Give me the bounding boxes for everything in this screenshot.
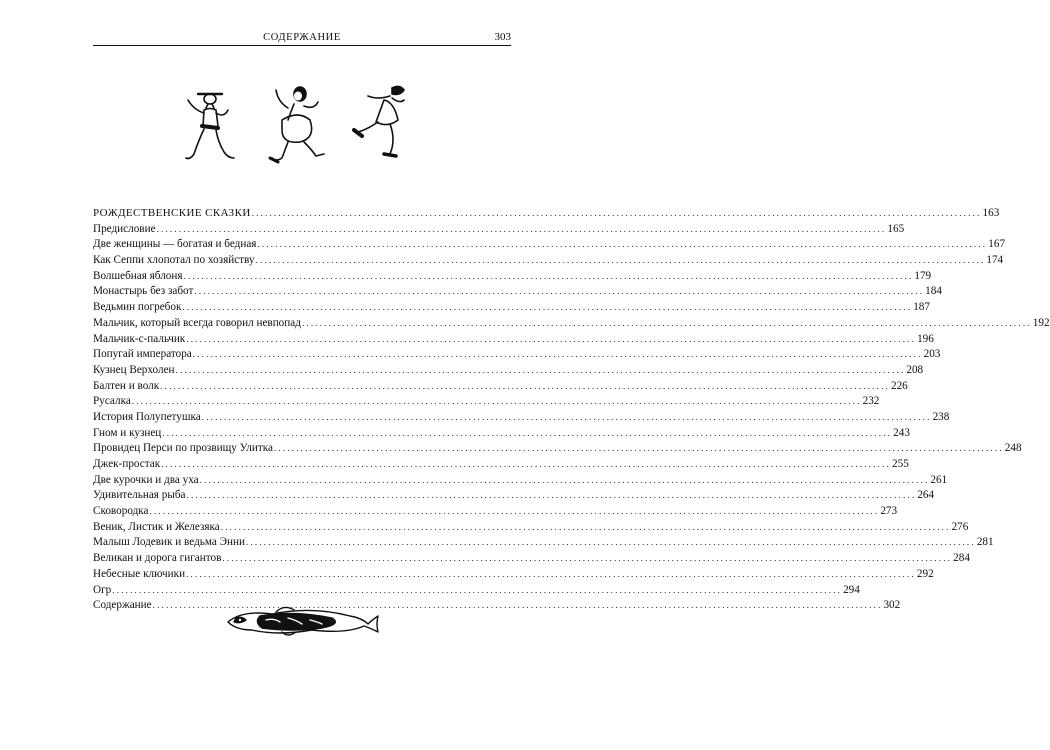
toc-entry[interactable] <box>93 535 994 551</box>
dot-leader: .................................................................................................................................................................... <box>222 553 953 564</box>
toc-entry-title: Джек-простак <box>93 458 161 470</box>
toc-entry-title: Кузнец Верхолен <box>93 363 175 376</box>
dot-leader: .................................................................................................................................................................... <box>255 255 986 266</box>
dot-leader: .................................................................................................................................................................... <box>152 600 883 611</box>
toc-entry-title: Ведьмин погребок <box>93 301 182 314</box>
dot-leader: .................................................................................................................................................................... <box>257 239 988 250</box>
toc-entry-page: 264 <box>917 489 935 502</box>
dot-leader: .................................................................................................................................................................... <box>199 474 930 485</box>
toc-entry[interactable] <box>93 394 880 410</box>
toc-entry-page: 248 <box>1004 442 1022 455</box>
toc-entry-title: Великан и дорога гигантов <box>93 552 222 565</box>
dot-leader: .................................................................................................................................................................... <box>251 208 982 218</box>
dot-leader: .................................................................................................................................................................... <box>156 223 887 234</box>
toc-entry[interactable] <box>93 583 860 599</box>
dot-leader: .................................................................................................................................................................... <box>273 443 1004 454</box>
dot-leader: .................................................................................................................................................................... <box>201 411 932 422</box>
dot-leader: .................................................................................................................................................................... <box>246 537 976 548</box>
toc-entry[interactable] <box>93 300 930 316</box>
dot-leader: .................................................................................................................................................................... <box>162 427 893 438</box>
toc-entry[interactable] <box>93 316 1050 332</box>
dot-leader: .................................................................................................................................................................... <box>175 364 906 375</box>
dot-leader: .................................................................................................................................................................... <box>161 459 891 469</box>
toc-entry-title: Две курочки и два уха <box>93 473 199 486</box>
toc-entry-title: Русалка <box>93 395 131 408</box>
toc-entry-title: Волшебная яблоня <box>93 269 183 282</box>
running-title: СОДЕРЖАНИЕ <box>263 32 341 43</box>
toc-entry-title: Удивительная рыба <box>93 489 186 502</box>
toc-entry[interactable] <box>93 410 950 426</box>
toc-entry-page: 174 <box>986 254 1004 267</box>
toc-entry[interactable] <box>93 332 934 348</box>
dot-leader: .................................................................................................................................................................... <box>183 270 914 281</box>
toc-entry[interactable] <box>93 284 942 300</box>
toc-entry-page: 281 <box>976 536 994 549</box>
dancer-right-icon <box>354 86 404 156</box>
toc-entry-page: 294 <box>843 583 860 596</box>
toc-entry[interactable] <box>93 441 1022 457</box>
toc-entry-title: Веник, Листик и Железяка <box>93 520 220 533</box>
toc-entry-title: Мальчик, который всегда говорил невпопад <box>93 316 301 329</box>
toc-entry-page: 184 <box>925 285 942 298</box>
toc-entry[interactable] <box>93 426 910 442</box>
toc-entry-page: 238 <box>932 410 950 423</box>
dot-leader: .................................................................................................................................................................... <box>149 506 880 517</box>
toc-entry-page: 163 <box>982 207 1000 219</box>
toc-entry-title: Монастырь без забот <box>93 285 194 298</box>
header-rule <box>93 45 511 46</box>
toc-entry[interactable] <box>93 457 909 473</box>
dot-leader: .................................................................................................................................................................... <box>186 490 917 501</box>
toc-entry-page: 179 <box>914 269 932 282</box>
toc-entry-title: Провидец Перси по прозвищу Улитка <box>93 442 273 455</box>
toc-entry-page: 255 <box>892 458 909 470</box>
dot-leader: .................................................................................................................................................................... <box>186 333 917 344</box>
toc-entry[interactable] <box>93 253 1004 269</box>
toc-entry-title: Как Сеппи хлопотал по хозяйству <box>93 254 255 267</box>
toc-entry-page: 284 <box>953 552 970 565</box>
toc-entry-page: 273 <box>880 505 898 518</box>
running-head <box>93 30 511 50</box>
toc-entry-page: 292 <box>916 567 934 580</box>
dot-leader: .................................................................................................................................................................... <box>131 396 862 407</box>
table-of-contents <box>93 206 1050 614</box>
toc-entry-title: Балтен и волк <box>93 379 160 392</box>
toc-entry-page: 165 <box>887 222 905 235</box>
toc-entry[interactable] <box>93 237 1006 253</box>
dot-leader: .................................................................................................................................................................... <box>194 286 925 297</box>
toc-entry-title: Содержание <box>93 599 152 612</box>
dot-leader: .................................................................................................................................................................... <box>301 317 1032 328</box>
toc-entry-page: 243 <box>893 426 910 439</box>
page-number: 303 <box>494 31 511 43</box>
toc-entry-page: 226 <box>890 379 908 392</box>
toc-entry[interactable] <box>93 222 905 238</box>
toc-entry[interactable] <box>93 551 970 567</box>
toc-entry-title: РОЖДЕСТВЕНСКИЕ СКАЗКИ <box>93 207 251 219</box>
dot-leader: .................................................................................................................................................................... <box>182 302 913 313</box>
dot-leader: .................................................................................................................................................................... <box>160 380 890 391</box>
toc-entry-page: 196 <box>917 332 934 345</box>
toc-entry-page: 208 <box>906 363 924 376</box>
fish-icon <box>222 602 382 638</box>
toc-entry[interactable] <box>93 520 969 536</box>
toc-entry-title: История Полупетушка <box>93 410 201 423</box>
toc-entry[interactable] <box>93 206 1000 222</box>
toc-entry[interactable] <box>93 347 941 363</box>
dot-leader: .................................................................................................................................................................... <box>192 349 923 360</box>
toc-entry[interactable] <box>93 567 934 583</box>
dancer-middle-icon <box>270 87 324 162</box>
dot-leader: .................................................................................................................................................................... <box>112 584 843 595</box>
toc-entry-title: Две женщины — богатая и бедная <box>93 238 257 251</box>
toc-entry[interactable] <box>93 473 948 489</box>
dot-leader: .................................................................................................................................................................... <box>186 568 916 579</box>
dot-leader: .................................................................................................................................................................... <box>220 521 951 532</box>
toc-entry[interactable] <box>93 363 924 379</box>
toc-entry[interactable] <box>93 488 935 504</box>
toc-entry[interactable] <box>93 504 898 520</box>
toc-entry-page: 203 <box>923 348 941 361</box>
toc-entry-title: Попугай императора <box>93 348 192 361</box>
toc-entry-page: 232 <box>862 395 880 408</box>
dancer-left-icon <box>186 94 234 159</box>
toc-entry-title: Предисловие <box>93 222 156 235</box>
toc-entry-title: Сковородка <box>93 505 149 518</box>
toc-entry-title: Огр <box>93 583 112 596</box>
toc-entry-title: Малыш Лодевик и ведьма Энни <box>93 536 245 549</box>
toc-entry-page: 187 <box>913 301 930 314</box>
toc-entry-page: 167 <box>988 238 1006 251</box>
toc-entry-page: 302 <box>883 599 901 612</box>
toc-entry[interactable] <box>93 269 932 285</box>
toc-entry-title: Гном и кузнец <box>93 426 162 439</box>
toc-entry[interactable] <box>93 379 908 395</box>
toc-entry-title: Мальчик-с-пальчик <box>93 332 186 345</box>
toc-entry-page: 192 <box>1032 316 1050 329</box>
toc-entry-page: 276 <box>951 520 969 533</box>
toc-entry-title: Небесные ключики <box>93 567 186 580</box>
dancing-figures-icon <box>178 80 428 180</box>
toc-entry-page: 261 <box>930 473 948 486</box>
